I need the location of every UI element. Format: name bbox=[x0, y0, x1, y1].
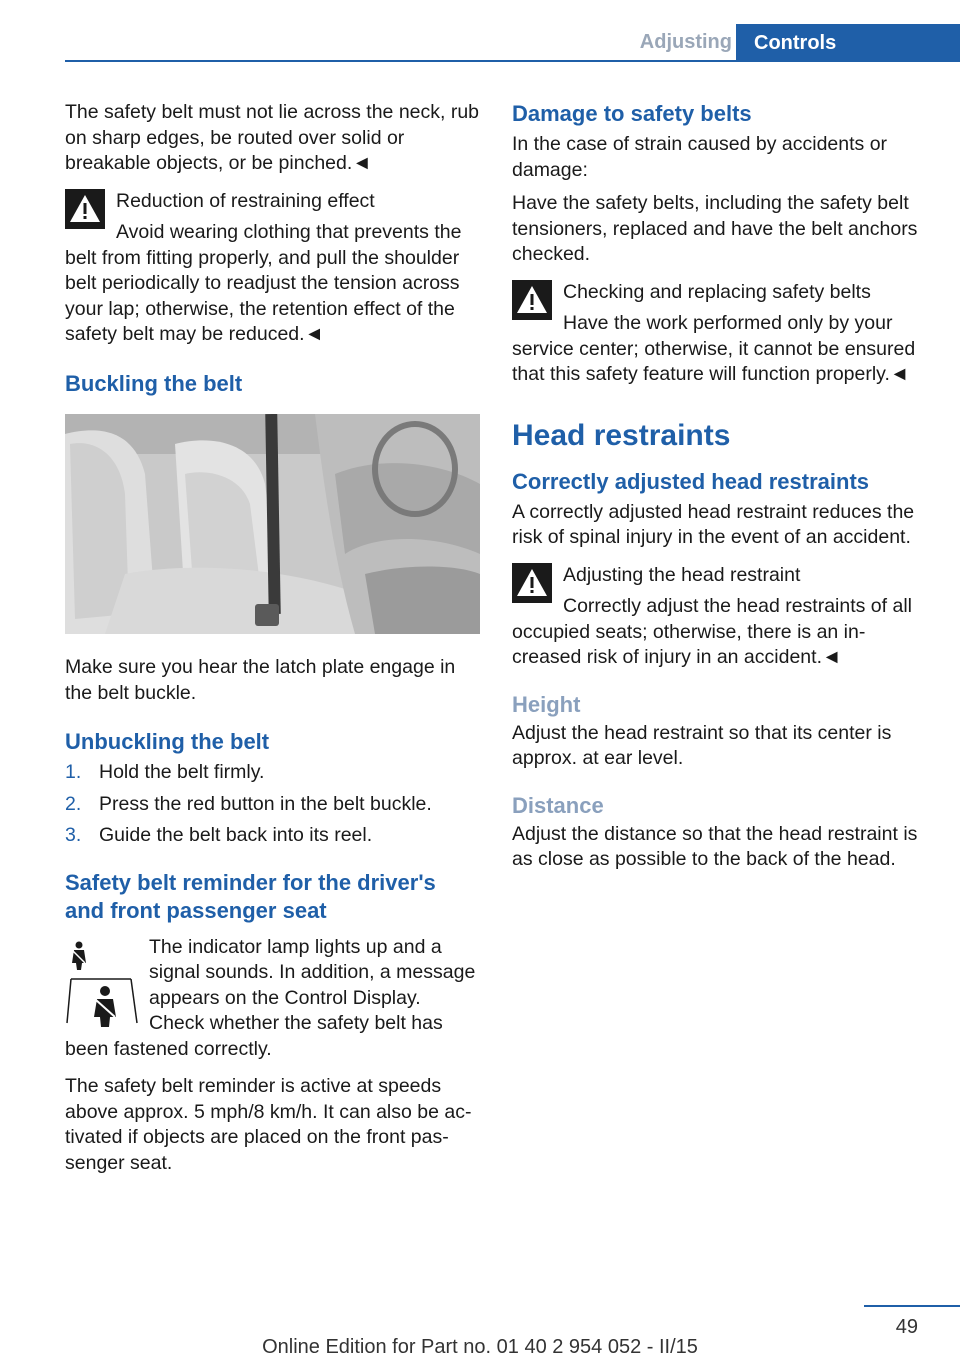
unbuckling-steps bbox=[65, 760, 480, 849]
header-chapter-tab: Controls bbox=[736, 24, 960, 62]
list-item: 2. Press the red button in the belt buckle. bbox=[65, 792, 432, 815]
page-number: 49 bbox=[895, 1316, 918, 1338]
warning-title: Checking and replacing safety belts bbox=[563, 280, 871, 303]
distance-text: Adjust the distance so that the head restraint is as close as possible to the back of the head. bbox=[512, 822, 918, 870]
seatbelt-reminder-icon bbox=[65, 939, 139, 1031]
edition-footer: Online Edition for Part no. 01 40 2 954 052 - II/15 bbox=[262, 1336, 698, 1358]
warning-triangle-icon bbox=[512, 280, 552, 320]
speed-text: The safety belt reminder is active at speeds above approx. 5 mph/8 km/h. It can also be ac‐tivated if objects are placed on the front pas‐senger seat. bbox=[65, 1075, 472, 1174]
warning-title: Adjusting the head restraint bbox=[563, 563, 801, 586]
replace-text: Have the safety belts, including the safety belt tensioners, replaced and have the belt anchors checked. bbox=[512, 192, 918, 265]
left-column bbox=[65, 100, 480, 1188]
heading-head-restraints: Head restraints bbox=[512, 418, 731, 452]
right-column bbox=[512, 100, 930, 885]
heading-distance: Distance bbox=[512, 792, 604, 818]
belt-reminder-block bbox=[65, 935, 480, 1063]
indicator-text: The indicator lamp lights up and a signal sounds. In addition, a message appears on the Control Display. Check whether the safety belt has been fastened correctly. bbox=[65, 935, 476, 1060]
warning-body: Have the work performed only by your service center; otherwise, it cannot be ensured that this safety feature will function properly.◄ bbox=[512, 312, 916, 385]
heading-damage: Damage to safety belts bbox=[512, 101, 752, 126]
list-item: 1. Hold the belt firmly. bbox=[65, 761, 265, 783]
heading-height: Height bbox=[512, 691, 581, 717]
warning-checking-belts bbox=[512, 280, 930, 388]
warning-title: Reduction of restraining effect bbox=[116, 189, 375, 212]
header-section: Adjusting bbox=[639, 31, 732, 53]
warning-body: Avoid wearing clothing that prevents the belt from fitting properly, and pull the shoulder belt periodically to readjust the tension across your lap; otherwise, the retention effect of the safety belt may be reduced.◄ bbox=[65, 221, 462, 345]
heading-unbuckling: Unbuckling the belt bbox=[65, 729, 270, 754]
footer-rule bbox=[864, 1305, 960, 1307]
warning-adjusting-head-restraint bbox=[512, 563, 930, 671]
latch-text: Make sure you hear the latch plate engage in the belt buckle. bbox=[65, 656, 456, 704]
heading-belt-reminder: Safety belt reminder for the driver's and front passenger seat bbox=[65, 869, 436, 923]
heading-buckling: Buckling the belt bbox=[65, 370, 243, 396]
heading-correctly-adjusted: Correctly adjusted head restraints bbox=[512, 468, 870, 494]
height-text: Adjust the head restraint so that its center is approx. at ear level. bbox=[512, 721, 892, 769]
list-item: 3. Guide the belt back into its reel. bbox=[65, 824, 373, 846]
strain-text: In the case of strain caused by accidents or damage: bbox=[512, 133, 888, 181]
belt-routing-text: The safety belt must not lie across the neck, rub on sharp edges, be routed over solid or breakable objects, or be pinched.◄ bbox=[65, 101, 480, 174]
correct-text: A correctly adjusted head restraint reduces the risk of spinal injury in the event of an accident. bbox=[512, 500, 915, 548]
warning-restraining-effect bbox=[65, 189, 480, 348]
warning-body: Correctly adjust the head restraints of all occupied seats; otherwise, there is an in‐creased risk of injury in an accident.◄ bbox=[512, 595, 913, 668]
car-seat-belt-illustration bbox=[65, 414, 480, 634]
warning-triangle-icon bbox=[512, 563, 552, 603]
warning-triangle-icon bbox=[65, 189, 105, 229]
